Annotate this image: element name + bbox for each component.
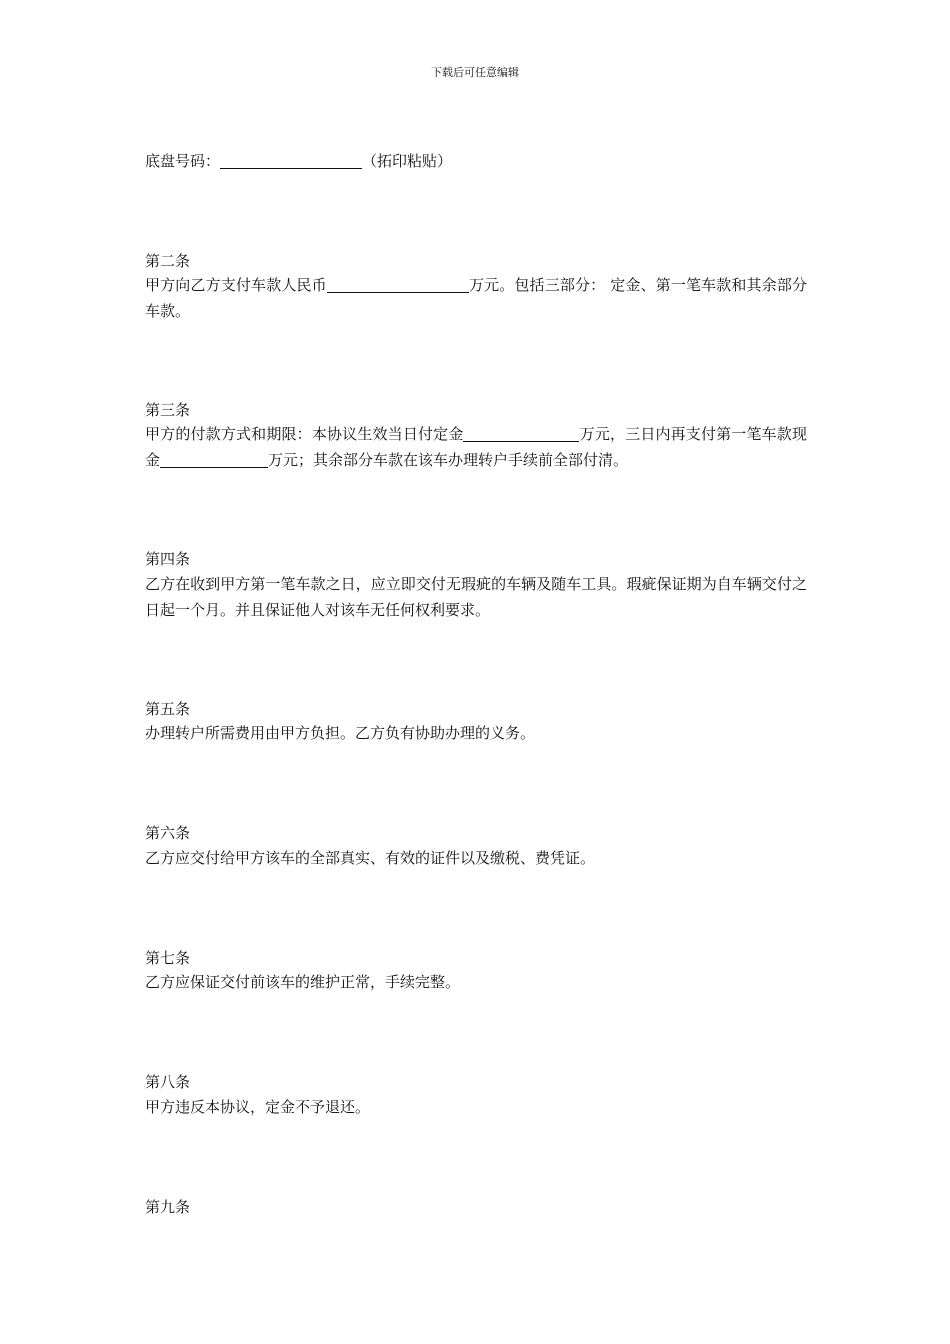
article-3-title: 第三条 xyxy=(145,401,191,419)
article-2-title: 第二条 xyxy=(145,252,191,270)
article-2-text-2: 万元。包括三部分： 定金、第一笔车款和其余部分车款。 xyxy=(145,276,807,320)
article-3-text-1: 甲方的付款方式和期限：本协议生效当日付定金 xyxy=(145,425,464,443)
article-5-title: 第五条 xyxy=(145,700,191,718)
article-3-deposit-blank[interactable] xyxy=(463,426,579,442)
article-8-title: 第八条 xyxy=(145,1073,191,1091)
article-3-text-3: 万元；其余部分车款在该车办理转户手续前全部付清。 xyxy=(268,451,629,469)
chassis-number-line xyxy=(145,151,452,171)
article-7-title: 第七条 xyxy=(145,949,191,967)
chassis-number-blank[interactable] xyxy=(220,153,362,169)
chassis-number-label: 底盘号码： xyxy=(145,152,221,170)
article-8-body: 甲方违反本协议，定金不予退还。 xyxy=(145,1098,371,1116)
article-4-body: 乙方在收到甲方第一笔车款之日，应立即交付无瑕疵的车辆及随车工具。瑕疵保证期为自车辆交付之日起一个月。并且保证他人对该车无任何权利要求。 xyxy=(145,575,807,619)
article-6-body: 乙方应交付给甲方该车的全部真实、有效的证件以及缴税、费凭证。 xyxy=(145,849,596,867)
article-5-body: 办理转户所需费用由甲方负担。乙方负有协助办理的义务。 xyxy=(145,724,536,742)
article-7-body: 乙方应保证交付前该车的维护正常，手续完整。 xyxy=(145,973,461,991)
article-3-body xyxy=(145,421,807,473)
article-3-first-payment-blank[interactable] xyxy=(160,452,268,468)
article-4-title: 第四条 xyxy=(145,550,191,568)
article-3-text-2: 万元，三日内再支付第一笔车款现金 xyxy=(145,425,807,469)
article-2-body xyxy=(145,272,807,324)
chassis-number-note: （拓印粘贴） xyxy=(362,152,453,170)
article-9-title: 第九条 xyxy=(145,1198,191,1216)
article-2-amount-blank[interactable] xyxy=(327,277,469,293)
article-6-title: 第六条 xyxy=(145,824,191,842)
header-note: 下载后可任意编辑 xyxy=(431,66,519,79)
article-2-text-1: 甲方向乙方支付车款人民币 xyxy=(145,276,327,294)
